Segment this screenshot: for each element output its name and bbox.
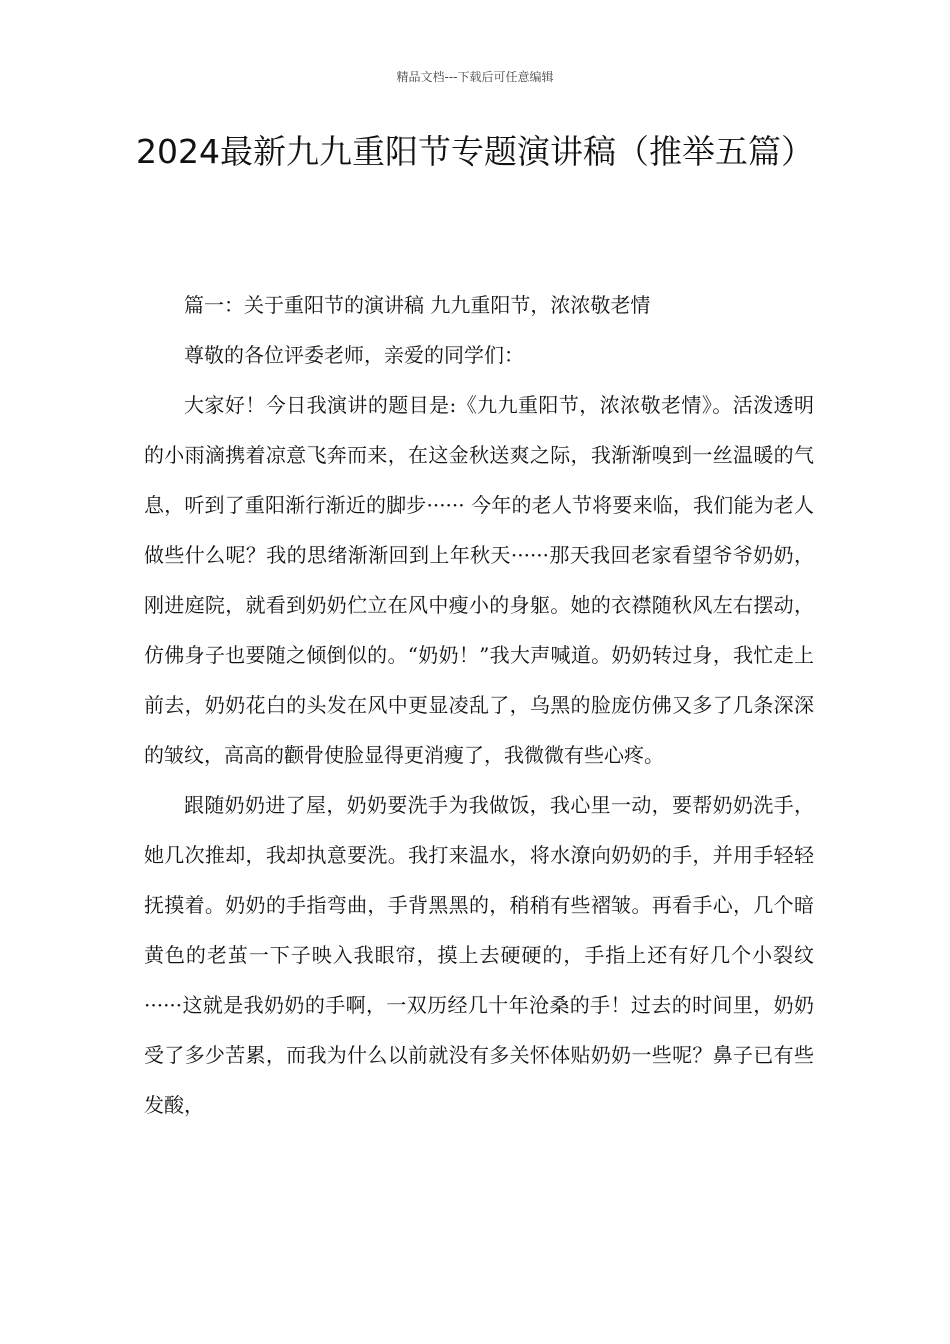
document-title: 2024最新九九重阳节专题演讲稿（推举五篇） xyxy=(136,132,814,171)
paragraph: 大家好！今日我演讲的题目是:《九九重阳节，浓浓敬老情》。活泼透明的小雨滴携着凉意飞奔而来，在这金秋送爽之际，我渐渐嗅到一丝温暖的气息，听到了重阳渐行渐近的脚步······ 今年的老人节将要来临，我们能为老人做些什么呢？我的思绪渐渐回到上年秋天······那天我回老家看望爷爷奶奶，刚进庭院，就看到奶奶伫立在风中瘦小的身躯。她的衣襟随秋风左右摆动，仿佛身子也要随之倾倒似的。“奶奶！”我大声喊道。奶奶转过身，我忙走上前去，奶奶花白的头发在风中更显凌乱了，乌黑的脸庞仿佛又多了几条深深的皱纹，高高的颧骨使脸显得更消瘦了，我微微有些心疼。 xyxy=(144,393,814,767)
document-body xyxy=(144,280,814,1130)
salutation: 尊敬的各位评委老师，亲爱的同学们： xyxy=(184,343,524,367)
section-heading: 篇一：关于重阳节的演讲稿 九九重阳节，浓浓敬老情 xyxy=(184,293,651,317)
paragraph: 跟随奶奶进了屋，奶奶要洗手为我做饭，我心里一动，要帮奶奶洗手，她几次推却，我却执意要洗。我打来温水，将水潦向奶奶的手，并用手轻轻抚摸着。奶奶的手指弯曲，手背黑黑的，稍稍有些褶皱。再看手心，几个暗黄色的老茧一下子映入我眼帘，摸上去硬硬的，手指上还有好几个小裂纹······这就是我奶奶的手啊，一双历经几十年沧桑的手！过去的时间里，奶奶受了多少苦累，而我为什么以前就没有多关怀体贴奶奶一些呢？鼻子已有些发酸， xyxy=(144,793,814,1117)
header-note: 精品文档---下载后可任意编辑 xyxy=(396,70,554,84)
